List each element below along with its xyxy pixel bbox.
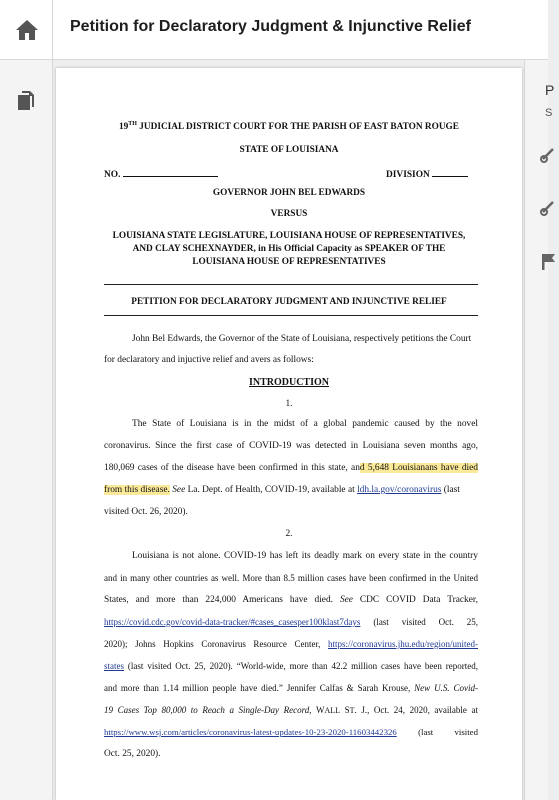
- highlight: d 5,648 Louisianans have died: [359, 463, 478, 473]
- paragraph-line: 180,069 cases of the disease have been confirmed in this state, and 5,648 Louisianans have died: [104, 463, 478, 473]
- paragraph-line: 19 Cases Top 80,000 to Reach a Single-Day Record, WALL ST. J., Oct. 24, 2020, available at: [104, 705, 478, 715]
- state-heading: STATE OF LOUISIANA: [239, 145, 339, 155]
- rule: [104, 284, 478, 285]
- paragraph-line: from this disease. See La. Dept. of Health, COVID-19, available at ldh.la.gov/coronavirus (last: [104, 485, 460, 495]
- link-icon[interactable]: [539, 198, 559, 218]
- left-rail: [0, 60, 53, 800]
- paragraph-line: Louisiana is not alone. COVID-19 has left its deadly mark on every state in the country: [132, 551, 478, 561]
- highlight: from this disease.: [104, 485, 170, 495]
- defendants-line: LOUISIANA STATE LEGISLATURE, LOUISIANA HOUSE OF REPRESENTATIVES,: [112, 231, 466, 241]
- intro-text: John Bel Edwards, the Governor of the State of Louisiana, respectively petitions the Court: [132, 334, 472, 344]
- paragraph-line: visited Oct. 26, 2020).: [104, 507, 188, 517]
- section-heading: INTRODUCTION: [248, 377, 329, 388]
- versus: VERSUS: [270, 209, 308, 219]
- paragraph-line: coronavirus. Since the first case of COVID-19 was detected in Louisiana seven months ago,: [104, 441, 478, 451]
- division-field: DIVISION: [386, 168, 468, 180]
- paragraph-number: 1.: [285, 399, 293, 409]
- paragraph-line: Oct. 25, 2020).: [104, 749, 161, 759]
- panel-subheading: S: [545, 107, 553, 119]
- case-number-field: NO.: [104, 168, 218, 180]
- defendants-line: AND CLAY SCHEXNAYDER, in His Official Capacity as SPEAKER OF THE: [132, 244, 446, 254]
- home-icon[interactable]: [14, 18, 40, 42]
- wsj-link[interactable]: https://www.wsj.com/articles/coronavirus-latest-updates-10-23-2020-11603442326: [104, 727, 397, 737]
- right-panel: [524, 60, 555, 800]
- document-page: [56, 68, 522, 800]
- intro-text: for declaratory and injuctive relief and avers as follows:: [104, 355, 314, 365]
- petition-title: PETITION FOR DECLARATORY JUDGMENT AND INJUNCTIVE RELIEF: [131, 297, 447, 307]
- paragraph-line: and in many other countries as well. More than 8.5 million cases have been confirmed in the United: [104, 573, 478, 583]
- defendants-line: LOUISIANA HOUSE OF REPRESENTATIVES: [192, 257, 386, 267]
- rule: [104, 315, 478, 316]
- jhu-link-continued[interactable]: states: [104, 661, 124, 671]
- paragraph-line: states (last visited Oct. 25, 2020). “World-wide, more than 42.2 million cases have been reported,: [104, 661, 478, 671]
- panel-heading: P: [545, 82, 555, 98]
- divider: [52, 0, 53, 60]
- page-thumbnails-icon[interactable]: [15, 90, 37, 112]
- plaintiff: GOVERNOR JOHN BEL EDWARDS: [212, 188, 366, 198]
- link-icon[interactable]: [539, 145, 559, 165]
- paragraph-line: https://covid.cdc.gov/covid-data-tracker/#cases_casesper100klast7days (last visited Oct. 25,: [104, 617, 478, 627]
- paragraph-number: 2.: [285, 529, 293, 539]
- paragraph-line: The State of Louisiana is in the midst of a global pandemic caused by the novel: [132, 419, 478, 429]
- paragraph-line: 2020); Johns Hopkins Coronavirus Resource Center, https://coronavirus.jhu.edu/region/united-: [104, 639, 478, 649]
- paragraph-line: States, and more than 224,000 Americans have died. See CDC COVID Data Tracker,: [104, 595, 478, 605]
- ldh-link[interactable]: ldh.la.gov/coronavirus: [357, 485, 442, 495]
- paragraph-line: and more than 1.14 million people have died.” Jennifer Calfas & Sarah Krouse, New U.S. Covid-: [104, 683, 478, 693]
- cdc-link[interactable]: https://covid.cdc.gov/covid-data-tracker/#cases_casesper100klast7days: [104, 617, 361, 627]
- court-heading: 19TH JUDICIAL DISTRICT COURT FOR THE PARISH OF EAST BATON ROUGE: [118, 121, 459, 133]
- flag-icon[interactable]: [539, 252, 559, 272]
- top-bar: [0, 0, 548, 60]
- document-title: Petition for Declaratory Judgment & Injunctive Relief: [70, 18, 471, 35]
- jhu-link[interactable]: https://coronavirus.jhu.edu/region/united-: [328, 639, 478, 649]
- paragraph-line: https://www.wsj.com/articles/coronavirus-latest-updates-10-23-2020-11603442326 (last visited: [104, 727, 478, 737]
